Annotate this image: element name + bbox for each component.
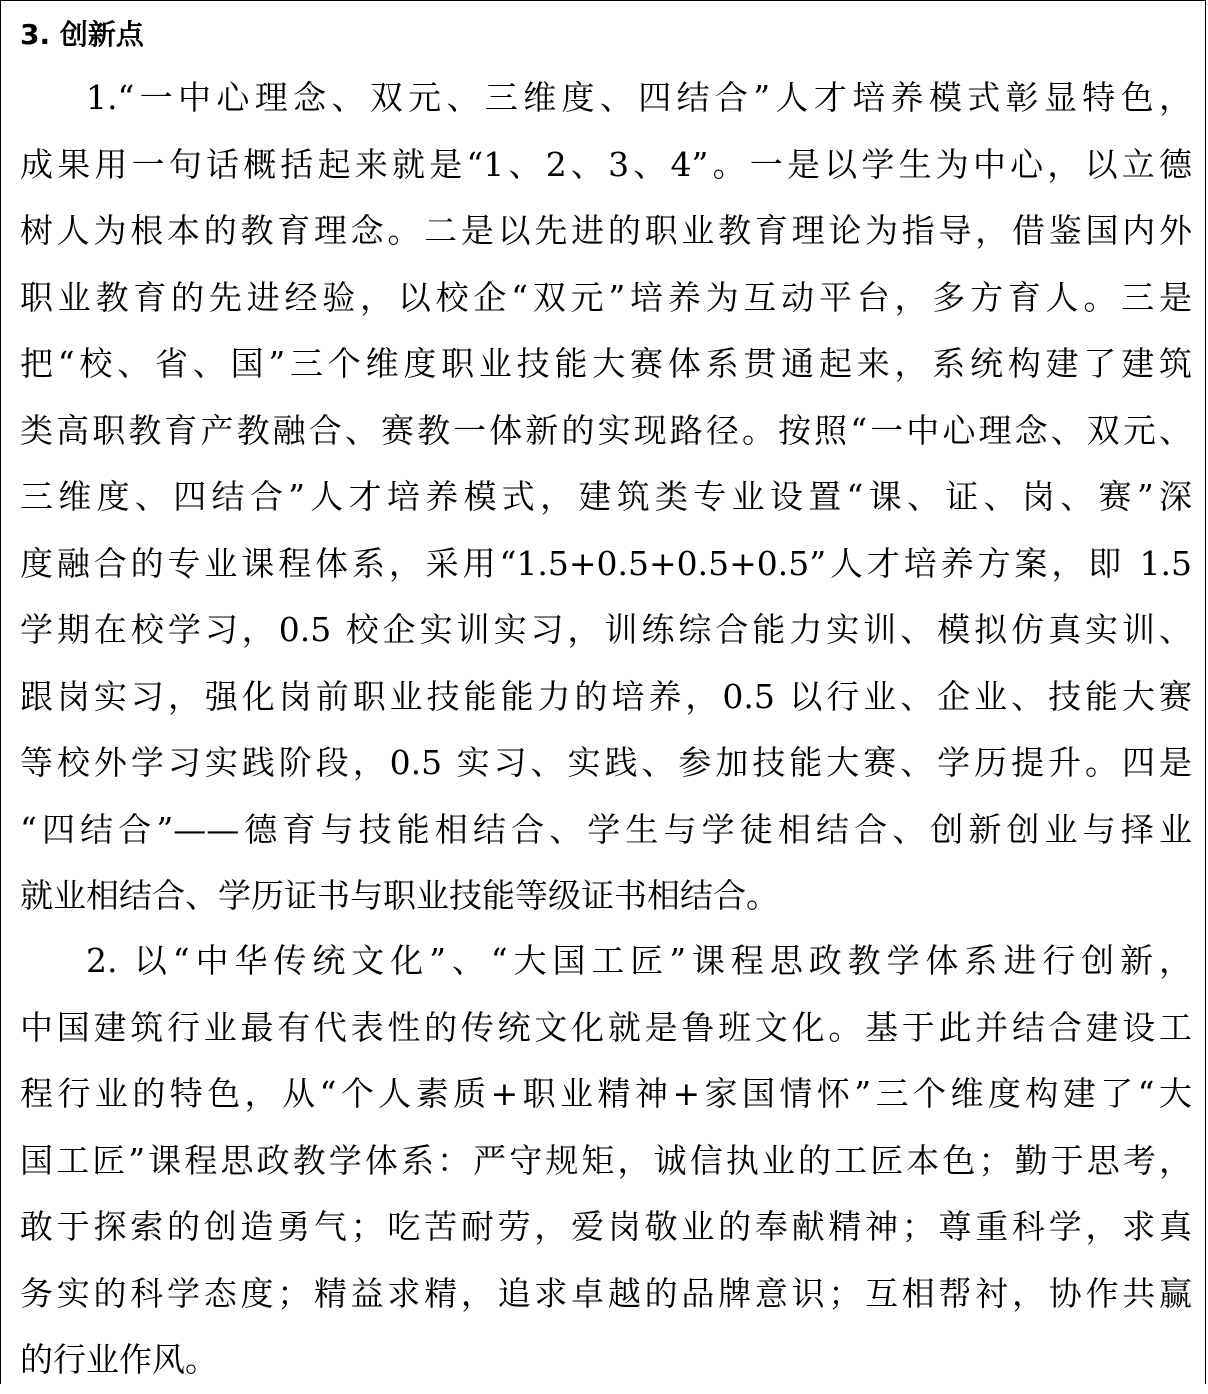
paragraph-line: 就业相结合、学历证书与职业技能等级证书相结合。 bbox=[20, 876, 779, 915]
paragraph-line: 等校外学习实践阶段，0.5 实习、实践、参加技能大赛、学历提升。四是 bbox=[20, 743, 1192, 782]
paragraph-line: 三维度、四结合”人才培养模式，建筑类专业设置“课、证、岗、赛”深 bbox=[20, 477, 1192, 516]
paragraph-line: 国工匠”课程思政教学体系：严守规矩，诚信执业的工匠本色；勤于思考， bbox=[20, 1140, 1192, 1180]
paragraph-line: 2. 以“中华传统文化”、“大国工匠”课程思政教学体系进行创新， bbox=[86, 941, 1192, 980]
paragraph-line: 跟岗实习，强化岗前职业技能能力的培养，0.5 以行业、企业、技能大赛 bbox=[20, 676, 1192, 716]
paragraph-talent-model bbox=[20, 65, 1192, 930]
paragraph-line: “四结合”——德育与技能相结合、学生与学徒相结合、创新创业与择业 bbox=[20, 809, 1192, 849]
paragraph-line: 程行业的特色，从“个人素质+职业精神+家国情怀”三个维度构建了“大 bbox=[20, 1074, 1192, 1113]
paragraph-line: 成果用一句话概括起来就是“1、2、3、4”。一是以学生为中心，以立德 bbox=[20, 144, 1192, 184]
paragraph-line: 类高职教育产教融合、赛教一体新的实现路径。按照“一中心理念、双元、 bbox=[20, 410, 1192, 450]
paragraph-line: 树人为根本的教育理念。二是以先进的职业教育理论为指导，借鉴国内外 bbox=[20, 211, 1192, 250]
paragraph-line: 的行业作风。 bbox=[20, 1340, 218, 1379]
paragraph-line: 1.“一中心理念、双元、三维度、四结合”人才培养模式彰显特色， bbox=[86, 78, 1192, 117]
paragraph-line: 中国建筑行业最有代表性的传统文化就是鲁班文化。基于此并结合建设工 bbox=[20, 1007, 1192, 1047]
paragraph-ideology-system bbox=[20, 928, 1192, 1394]
paragraph-line: 学期在校学习，0.5 校企实训实习，训练综合能力实训、模拟仿真实训、 bbox=[20, 610, 1192, 649]
paragraph-line: 敢于探索的创造勇气；吃苦耐劳，爱岗敬业的奉献精神；尊重科学，求真 bbox=[20, 1207, 1192, 1246]
paragraph-line: 务实的科学态度；精益求精，追求卓越的品牌意识；互相帮衬，协作共赢 bbox=[20, 1273, 1192, 1313]
paragraph-line: 度融合的专业课程体系，采用“1.5+0.5+0.5+0.5”人才培养方案，即 1.5 bbox=[20, 543, 1192, 583]
paragraph-line: 职业教育的先进经验，以校企“双元”培养为互动平台，多方育人。三是 bbox=[20, 277, 1192, 317]
section-heading: 3. 创新点 bbox=[20, 18, 144, 51]
paragraph-line: 把“校、省、国”三个维度职业技能大赛体系贯通起来，系统构建了建筑 bbox=[20, 344, 1192, 383]
